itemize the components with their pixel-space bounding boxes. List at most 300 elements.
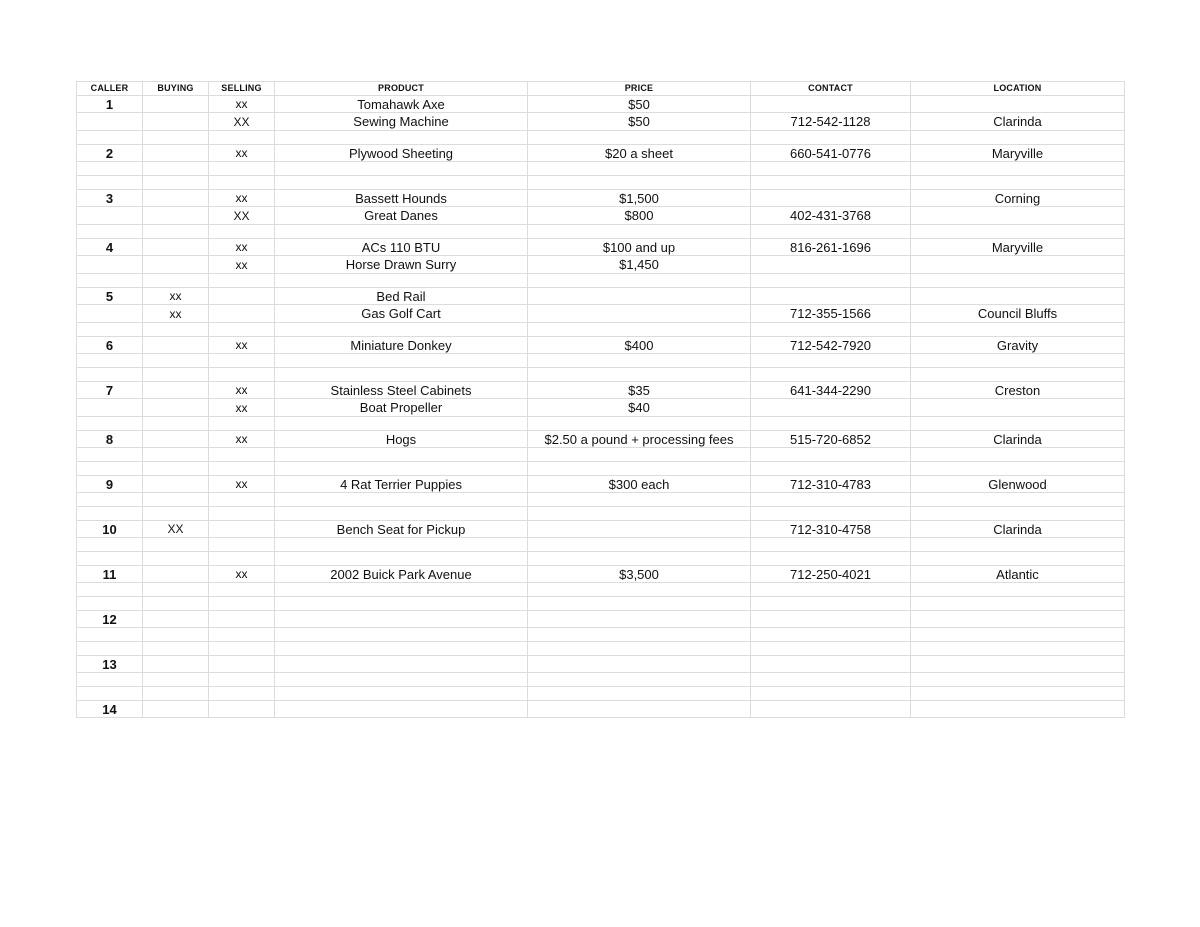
cell-buying [143, 611, 209, 628]
table-row [77, 583, 1125, 597]
table-row [77, 305, 1125, 323]
cell-caller [77, 507, 143, 521]
cell-product [275, 673, 528, 687]
cell-buying [143, 239, 209, 256]
table-row [77, 611, 1125, 628]
cell-caller [77, 538, 143, 552]
cell-product: ACs 110 BTU [275, 239, 528, 256]
cell-price: $3,500 [528, 566, 751, 583]
cell-contact: 816-261-1696 [751, 239, 911, 256]
cell-caller: 11 [77, 566, 143, 583]
cell-selling: xx [209, 399, 275, 417]
cell-caller [77, 417, 143, 431]
cell-location [911, 507, 1125, 521]
cell-selling: xx [209, 190, 275, 207]
cell-contact [751, 687, 911, 701]
cell-caller [77, 462, 143, 476]
cell-selling [209, 131, 275, 145]
cell-caller [77, 113, 143, 131]
cell-selling [209, 507, 275, 521]
cell-location [911, 611, 1125, 628]
cell-location: Maryville [911, 239, 1125, 256]
cell-contact [751, 225, 911, 239]
cell-product [275, 176, 528, 190]
cell-location [911, 656, 1125, 673]
cell-contact [751, 493, 911, 507]
cell-buying [143, 337, 209, 354]
cell-product: Bed Rail [275, 288, 528, 305]
table-row [77, 431, 1125, 448]
table-row [77, 507, 1125, 521]
cell-selling [209, 701, 275, 718]
table-row [77, 354, 1125, 368]
cell-buying [143, 368, 209, 382]
cell-price [528, 131, 751, 145]
table-row [77, 656, 1125, 673]
cell-price: $40 [528, 399, 751, 417]
cell-product: Miniature Donkey [275, 337, 528, 354]
cell-selling [209, 552, 275, 566]
cell-contact [751, 552, 911, 566]
table-row [77, 96, 1125, 113]
cell-contact [751, 190, 911, 207]
cell-contact [751, 628, 911, 642]
cell-location: Glenwood [911, 476, 1125, 493]
cell-contact [751, 354, 911, 368]
cell-location [911, 274, 1125, 288]
cell-location: Gravity [911, 337, 1125, 354]
cell-price [528, 521, 751, 538]
cell-buying [143, 687, 209, 701]
cell-selling: xx [209, 239, 275, 256]
cell-caller: 6 [77, 337, 143, 354]
cell-product [275, 687, 528, 701]
cell-product: Tomahawk Axe [275, 96, 528, 113]
cell-selling [209, 448, 275, 462]
cell-product: Great Danes [275, 207, 528, 225]
cell-location [911, 368, 1125, 382]
cell-product: 4 Rat Terrier Puppies [275, 476, 528, 493]
cell-selling: xx [209, 566, 275, 583]
table-row [77, 552, 1125, 566]
cell-price [528, 507, 751, 521]
cell-product [275, 131, 528, 145]
cell-price: $800 [528, 207, 751, 225]
cell-location: Atlantic [911, 566, 1125, 583]
cell-price [528, 323, 751, 337]
cell-caller [77, 274, 143, 288]
cell-contact [751, 448, 911, 462]
cell-buying [143, 399, 209, 417]
cell-price [528, 656, 751, 673]
cell-buying [143, 354, 209, 368]
cell-product [275, 448, 528, 462]
cell-selling [209, 642, 275, 656]
cell-product [275, 368, 528, 382]
cell-location [911, 642, 1125, 656]
cell-buying: xx [143, 288, 209, 305]
cell-buying [143, 225, 209, 239]
cell-location [911, 462, 1125, 476]
cell-selling [209, 417, 275, 431]
cell-product [275, 462, 528, 476]
table-body [77, 96, 1125, 718]
cell-caller [77, 673, 143, 687]
header-selling: SELLING [209, 82, 275, 96]
cell-caller [77, 305, 143, 323]
cell-contact [751, 597, 911, 611]
cell-price [528, 597, 751, 611]
cell-location [911, 399, 1125, 417]
cell-selling: xx [209, 476, 275, 493]
cell-price [528, 687, 751, 701]
cell-buying [143, 538, 209, 552]
cell-product: 2002 Buick Park Avenue [275, 566, 528, 583]
cell-price: $35 [528, 382, 751, 399]
cell-selling [209, 354, 275, 368]
table-row [77, 628, 1125, 642]
cell-location [911, 207, 1125, 225]
cell-price [528, 225, 751, 239]
cell-contact: 641-344-2290 [751, 382, 911, 399]
cell-buying [143, 176, 209, 190]
cell-contact [751, 131, 911, 145]
cell-contact [751, 288, 911, 305]
cell-contact [751, 656, 911, 673]
cell-product: Horse Drawn Surry [275, 256, 528, 274]
cell-price [528, 417, 751, 431]
cell-price [528, 583, 751, 597]
cell-contact [751, 507, 911, 521]
cell-buying [143, 493, 209, 507]
cell-contact [751, 96, 911, 113]
cell-selling [209, 597, 275, 611]
cell-product [275, 417, 528, 431]
cell-contact [751, 701, 911, 718]
cell-caller [77, 583, 143, 597]
cell-selling: xx [209, 337, 275, 354]
cell-buying [143, 507, 209, 521]
cell-product [275, 583, 528, 597]
cell-caller: 7 [77, 382, 143, 399]
cell-price [528, 611, 751, 628]
header-contact: CONTACT [751, 82, 911, 96]
cell-buying [143, 323, 209, 337]
cell-contact [751, 368, 911, 382]
table-row [77, 382, 1125, 399]
cell-caller [77, 628, 143, 642]
cell-price [528, 552, 751, 566]
cell-buying [143, 113, 209, 131]
cell-product: Hogs [275, 431, 528, 448]
cell-buying [143, 448, 209, 462]
cell-caller [77, 448, 143, 462]
cell-price: $20 a sheet [528, 145, 751, 162]
table-row [77, 256, 1125, 274]
cell-location: Corning [911, 190, 1125, 207]
cell-contact [751, 417, 911, 431]
cell-caller: 13 [77, 656, 143, 673]
cell-contact [751, 462, 911, 476]
cell-contact: 712-355-1566 [751, 305, 911, 323]
cell-buying [143, 145, 209, 162]
cell-contact [751, 256, 911, 274]
cell-price [528, 493, 751, 507]
cell-location: Clarinda [911, 521, 1125, 538]
cell-caller [77, 493, 143, 507]
table-row [77, 399, 1125, 417]
cell-price [528, 628, 751, 642]
cell-contact [751, 611, 911, 628]
cell-caller: 3 [77, 190, 143, 207]
cell-buying [143, 656, 209, 673]
cell-location [911, 354, 1125, 368]
cell-selling [209, 162, 275, 176]
header-row [77, 82, 1125, 96]
table-row [77, 462, 1125, 476]
table-row [77, 597, 1125, 611]
cell-location [911, 538, 1125, 552]
table-row [77, 323, 1125, 337]
cell-location [911, 417, 1125, 431]
cell-price [528, 448, 751, 462]
cell-price: $1,500 [528, 190, 751, 207]
cell-price [528, 673, 751, 687]
cell-buying: xx [143, 305, 209, 323]
cell-selling [209, 176, 275, 190]
header-location: LOCATION [911, 82, 1125, 96]
cell-product [275, 552, 528, 566]
cell-buying [143, 462, 209, 476]
cell-location [911, 131, 1125, 145]
table-row [77, 493, 1125, 507]
table-row [77, 701, 1125, 718]
cell-caller: 4 [77, 239, 143, 256]
cell-product [275, 628, 528, 642]
table-row [77, 288, 1125, 305]
cell-contact [751, 642, 911, 656]
cell-selling [209, 628, 275, 642]
cell-contact [751, 583, 911, 597]
cell-product [275, 162, 528, 176]
cell-product [275, 493, 528, 507]
cell-location: Clarinda [911, 431, 1125, 448]
listings-table [76, 81, 1125, 718]
cell-location: Clarinda [911, 113, 1125, 131]
cell-selling [209, 583, 275, 597]
header-price: PRICE [528, 82, 751, 96]
cell-price [528, 274, 751, 288]
table-row [77, 566, 1125, 583]
cell-caller: 5 [77, 288, 143, 305]
cell-caller [77, 323, 143, 337]
cell-location [911, 628, 1125, 642]
cell-selling [209, 493, 275, 507]
table-row [77, 207, 1125, 225]
cell-product [275, 323, 528, 337]
table-row [77, 145, 1125, 162]
cell-price [528, 305, 751, 323]
cell-product [275, 225, 528, 239]
table-row [77, 448, 1125, 462]
cell-contact [751, 399, 911, 417]
table-row [77, 476, 1125, 493]
cell-product [275, 611, 528, 628]
cell-buying: XX [143, 521, 209, 538]
cell-product [275, 597, 528, 611]
cell-contact [751, 162, 911, 176]
cell-selling [209, 323, 275, 337]
cell-location [911, 162, 1125, 176]
cell-caller [77, 176, 143, 190]
cell-selling: xx [209, 256, 275, 274]
cell-contact [751, 176, 911, 190]
cell-buying [143, 190, 209, 207]
cell-product [275, 642, 528, 656]
cell-buying [143, 382, 209, 399]
cell-selling [209, 368, 275, 382]
cell-price: $2.50 a pound + processing fees [528, 431, 751, 448]
cell-product: Bench Seat for Pickup [275, 521, 528, 538]
cell-caller: 2 [77, 145, 143, 162]
table-row [77, 687, 1125, 701]
cell-buying [143, 131, 209, 145]
cell-caller: 10 [77, 521, 143, 538]
cell-location [911, 96, 1125, 113]
table-row [77, 642, 1125, 656]
cell-caller: 14 [77, 701, 143, 718]
cell-selling [209, 538, 275, 552]
cell-buying [143, 701, 209, 718]
cell-buying [143, 417, 209, 431]
cell-product [275, 507, 528, 521]
cell-location [911, 323, 1125, 337]
cell-price: $1,450 [528, 256, 751, 274]
cell-contact: 402-431-3768 [751, 207, 911, 225]
cell-caller: 9 [77, 476, 143, 493]
cell-selling [209, 521, 275, 538]
cell-location: Council Bluffs [911, 305, 1125, 323]
cell-location: Creston [911, 382, 1125, 399]
cell-product: Gas Golf Cart [275, 305, 528, 323]
cell-location [911, 256, 1125, 274]
cell-buying [143, 642, 209, 656]
cell-contact: 515-720-6852 [751, 431, 911, 448]
cell-selling: xx [209, 382, 275, 399]
cell-selling: XX [209, 113, 275, 131]
cell-buying [143, 162, 209, 176]
table-row [77, 337, 1125, 354]
cell-selling [209, 225, 275, 239]
cell-product: Stainless Steel Cabinets [275, 382, 528, 399]
cell-price [528, 462, 751, 476]
cell-selling [209, 611, 275, 628]
cell-location [911, 701, 1125, 718]
cell-buying [143, 628, 209, 642]
cell-location [911, 552, 1125, 566]
cell-buying [143, 673, 209, 687]
cell-selling [209, 274, 275, 288]
table-row [77, 176, 1125, 190]
cell-product: Sewing Machine [275, 113, 528, 131]
cell-product [275, 354, 528, 368]
cell-contact: 712-250-4021 [751, 566, 911, 583]
cell-product: Boat Propeller [275, 399, 528, 417]
cell-contact [751, 274, 911, 288]
cell-selling: xx [209, 145, 275, 162]
header-caller: CALLER [77, 82, 143, 96]
cell-price: $100 and up [528, 239, 751, 256]
cell-location [911, 583, 1125, 597]
cell-caller [77, 368, 143, 382]
cell-product: Bassett Hounds [275, 190, 528, 207]
cell-product [275, 701, 528, 718]
cell-caller: 1 [77, 96, 143, 113]
cell-caller [77, 552, 143, 566]
cell-selling: xx [209, 96, 275, 113]
cell-caller [77, 354, 143, 368]
cell-selling [209, 305, 275, 323]
cell-price: $50 [528, 96, 751, 113]
cell-price [528, 538, 751, 552]
cell-price [528, 288, 751, 305]
cell-location [911, 288, 1125, 305]
cell-buying [143, 597, 209, 611]
cell-location [911, 448, 1125, 462]
cell-caller [77, 642, 143, 656]
cell-location: Maryville [911, 145, 1125, 162]
cell-product [275, 538, 528, 552]
table-row [77, 538, 1125, 552]
cell-price [528, 701, 751, 718]
cell-selling [209, 673, 275, 687]
cell-location [911, 687, 1125, 701]
cell-caller: 12 [77, 611, 143, 628]
cell-contact [751, 673, 911, 687]
table-row [77, 131, 1125, 145]
cell-caller: 8 [77, 431, 143, 448]
table-row [77, 225, 1125, 239]
table-row [77, 673, 1125, 687]
table-row [77, 274, 1125, 288]
table-row [77, 239, 1125, 256]
cell-contact: 712-310-4758 [751, 521, 911, 538]
cell-product: Plywood Sheeting [275, 145, 528, 162]
cell-price [528, 176, 751, 190]
cell-buying [143, 476, 209, 493]
cell-caller [77, 131, 143, 145]
cell-buying [143, 552, 209, 566]
cell-contact [751, 538, 911, 552]
table-row [77, 368, 1125, 382]
cell-selling [209, 462, 275, 476]
table-row [77, 190, 1125, 207]
table-row [77, 113, 1125, 131]
cell-buying [143, 566, 209, 583]
cell-caller [77, 225, 143, 239]
table-row [77, 417, 1125, 431]
table-row [77, 521, 1125, 538]
cell-price [528, 368, 751, 382]
cell-selling [209, 656, 275, 673]
cell-price: $400 [528, 337, 751, 354]
cell-price [528, 642, 751, 656]
cell-price [528, 354, 751, 368]
header-buying: BUYING [143, 82, 209, 96]
cell-caller [77, 256, 143, 274]
cell-product [275, 274, 528, 288]
cell-caller [77, 597, 143, 611]
